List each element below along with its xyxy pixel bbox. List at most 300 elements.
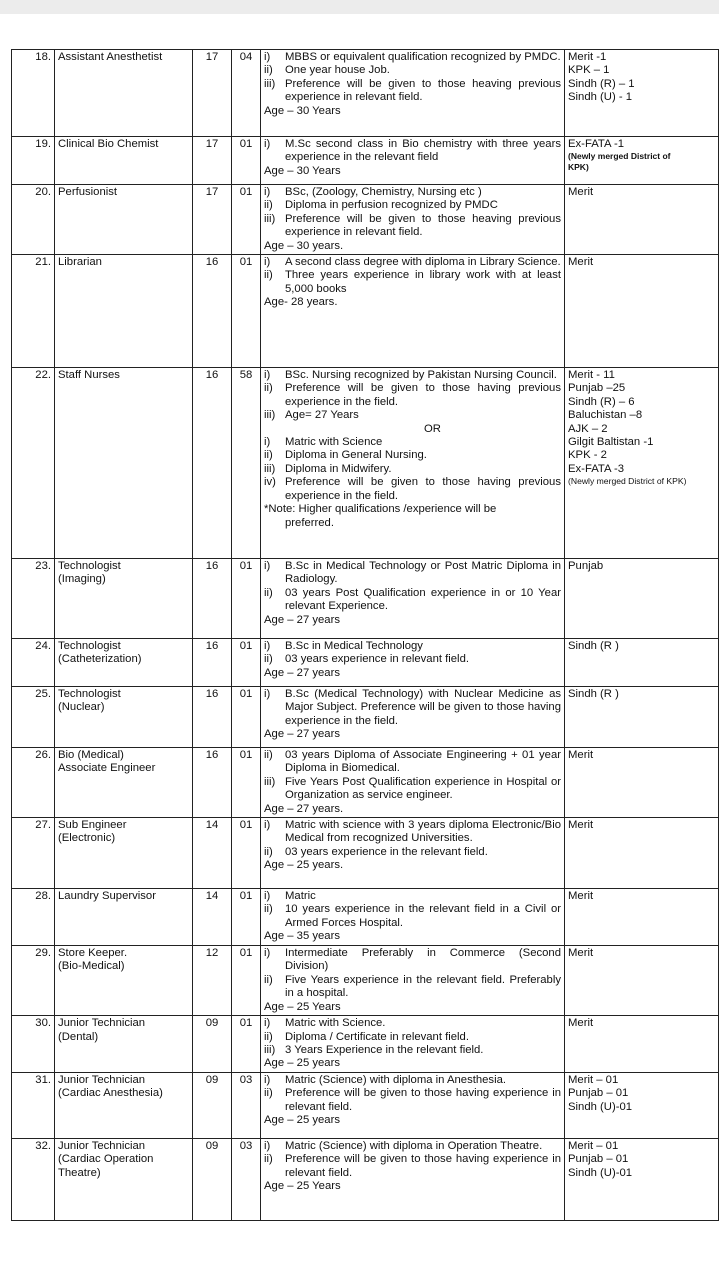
qualification-marker: i) <box>264 947 271 960</box>
qualification-marker: ii) <box>264 1087 273 1100</box>
post-name-line: Technologist <box>58 640 121 653</box>
number-of-posts <box>232 255 261 368</box>
qualification-line: Age – 25 Years <box>264 1000 341 1013</box>
qualification-text: B.Sc (Medical Technology) with Nuclear Medicine as Major Subject. Preference will be given to those having experience in the field. <box>285 688 561 727</box>
quota-allocation <box>565 1016 719 1073</box>
post-name <box>55 50 193 137</box>
bps-scale <box>193 748 232 818</box>
table-row <box>12 639 719 687</box>
quota-line: Sindh (U)-01 <box>568 1166 633 1179</box>
qualification-item <box>264 688 561 728</box>
qualification-marker: i) <box>264 138 271 150</box>
quota-allocation <box>565 946 719 1016</box>
serial-number <box>12 687 55 748</box>
post-name-line: (Nuclear) <box>58 701 105 714</box>
quota-allocation <box>565 185 719 255</box>
qualification-item <box>264 199 561 212</box>
bps-scale <box>193 368 232 559</box>
qualification-marker: i) <box>264 819 271 832</box>
quota-line: Merit <box>568 890 594 903</box>
number-of-posts-text: 01 <box>239 138 253 150</box>
serial-number <box>12 639 55 687</box>
quota-line: KPK – 1 <box>568 64 610 77</box>
bps-scale-text: 16 <box>205 688 219 701</box>
qualification-marker: ii) <box>264 749 273 762</box>
bps-scale <box>193 687 232 748</box>
serial-number-text: 26. <box>35 749 51 762</box>
quota-line: Merit <box>568 1017 594 1030</box>
number-of-posts-text: 01 <box>239 947 253 960</box>
post-name-line: Store Keeper. <box>58 947 128 960</box>
qualification-item <box>264 409 561 422</box>
qualification-text: M.Sc second class in Bio chemistry with three years experience in the relevant field <box>285 138 561 164</box>
table-row <box>12 889 719 946</box>
quota-line: Sindh (R ) <box>568 640 619 653</box>
qualification-marker: ii) <box>264 653 273 666</box>
post-name <box>55 946 193 1016</box>
quota-allocation <box>565 1072 719 1138</box>
qualification-marker: i) <box>264 890 271 903</box>
qualification-text: 3 Years Experience in the relevant field. <box>285 1043 484 1056</box>
qualification <box>261 559 565 639</box>
table-row <box>12 1138 719 1220</box>
table-row <box>12 50 719 137</box>
qualification-marker: iii) <box>264 409 276 422</box>
quota-allocation <box>565 889 719 946</box>
qualification-item <box>264 256 561 269</box>
serial-number <box>12 1072 55 1138</box>
qualification <box>261 255 565 368</box>
post-name <box>55 137 193 185</box>
serial-number <box>12 1138 55 1220</box>
post-name-line: Junior Technician <box>58 1139 146 1152</box>
post-name-line: Perfusionist <box>58 186 118 198</box>
quota-line: Baluchistan –8 <box>568 409 643 422</box>
quota-line: Sindh (R) – 1 <box>568 77 635 90</box>
number-of-posts <box>232 818 261 889</box>
qualification-marker: i) <box>264 688 271 701</box>
qualification <box>261 1138 565 1220</box>
post-name-line: (Bio-Medical) <box>58 960 125 973</box>
qualification-text: B.Sc in Medical Technology or Post Matric Diploma in Radiology. <box>285 560 561 586</box>
serial-number-text: 21. <box>35 256 51 269</box>
qualification-item <box>264 1087 561 1114</box>
qualification-line: Age – 27 years. <box>264 802 344 815</box>
quota-note: (Newly merged District of KPK) <box>568 476 687 487</box>
qualification-item <box>264 1044 561 1057</box>
qualification-text: Preference will be given to those heaving previous experience in relevant field. <box>285 212 561 239</box>
table-row <box>12 818 719 889</box>
qualification-marker: i) <box>264 51 271 63</box>
bps-scale <box>193 889 232 946</box>
qualification-item <box>264 560 561 587</box>
qualification-line: Age – 25 years. <box>264 859 344 872</box>
number-of-posts-text: 04 <box>239 51 253 63</box>
qualification-marker: i) <box>264 436 271 449</box>
bps-scale-text: 16 <box>205 256 219 269</box>
number-of-posts-text: 03 <box>239 1139 253 1152</box>
qualification-line: Age – 27 years <box>264 666 340 679</box>
post-name-line: Librarian <box>58 256 102 269</box>
qualification-text: BSc, (Zoology, Chemistry, Nursing etc ) <box>285 186 482 198</box>
post-name-line: Technologist <box>58 688 121 701</box>
number-of-posts <box>232 368 261 559</box>
bps-scale-text: 09 <box>205 1139 219 1152</box>
qualification <box>261 687 565 748</box>
quota-allocation <box>565 687 719 748</box>
serial-number <box>12 889 55 946</box>
qualification-marker: i) <box>264 640 271 653</box>
table-row <box>12 1072 719 1138</box>
quota-line: Punjab – 01 <box>568 1153 629 1166</box>
qualification-line: Age – 27 years <box>264 728 340 741</box>
number-of-posts <box>232 559 261 639</box>
quota-allocation <box>565 1138 719 1220</box>
serial-number-text: 25. <box>35 688 51 701</box>
post-name <box>55 1016 193 1073</box>
number-of-posts-text: 01 <box>239 186 253 198</box>
qualification <box>261 137 565 185</box>
table-row <box>12 687 719 748</box>
quota-line: Punjab –25 <box>568 382 626 395</box>
post-name-line: Clinical Bio Chemist <box>58 138 159 150</box>
serial-number <box>12 559 55 639</box>
qualification-line: Age – 30 Years <box>264 164 341 177</box>
serial-number <box>12 185 55 255</box>
qualification-marker: iv) <box>264 476 276 489</box>
qualification-text: Five Years experience in the relevant field. Preferably in a hospital. <box>285 973 561 1000</box>
quota-line: AJK – 2 <box>568 422 608 435</box>
quota-line: Sindh (U)-01 <box>568 1100 633 1113</box>
number-of-posts <box>232 1138 261 1220</box>
qualification-item <box>264 1074 561 1087</box>
table-row <box>12 368 719 559</box>
qualification <box>261 889 565 946</box>
post-name-line: Junior Technician <box>58 1073 146 1086</box>
table-row <box>12 1016 719 1073</box>
qualification-item <box>264 213 561 240</box>
bps-scale <box>193 50 232 137</box>
number-of-posts-text: 01 <box>239 560 253 573</box>
post-name <box>55 1072 193 1138</box>
table-row <box>12 255 719 368</box>
qualification-text: Matric with science with 3 years diploma Electronic/Bio Medical from recognized Universities. <box>285 819 561 845</box>
number-of-posts <box>232 889 261 946</box>
qualification-marker: ii) <box>264 903 273 916</box>
post-name <box>55 748 193 818</box>
post-name-line: Laundry Supervisor <box>58 890 156 903</box>
qualification <box>261 748 565 818</box>
number-of-posts-text: 01 <box>239 640 253 653</box>
qualification-text: Diploma in perfusion recognized by PMDC <box>285 199 498 212</box>
number-of-posts <box>232 185 261 255</box>
bps-scale-text: 16 <box>205 369 219 382</box>
qualification-text: 03 years Diploma of Associate Engineering + 01 year Diploma in Biomedical. <box>285 749 561 775</box>
post-name <box>55 559 193 639</box>
bps-scale <box>193 185 232 255</box>
post-name <box>55 185 193 255</box>
qualification <box>261 1072 565 1138</box>
qualification-line: Age – 25 Years <box>264 1179 341 1192</box>
qualification <box>261 185 565 255</box>
qualification-item <box>264 974 561 1001</box>
quota-line: Merit <box>568 947 594 960</box>
quota-allocation <box>565 748 719 818</box>
quota-allocation <box>565 50 719 137</box>
quota-line: Merit -1 <box>568 51 607 63</box>
post-name-line: (Cardiac Operation <box>58 1153 154 1166</box>
qualification-text: Matric (Science) with diploma in Operation Theatre. <box>285 1139 543 1152</box>
qualification <box>261 818 565 889</box>
post-name <box>55 255 193 368</box>
quota-allocation <box>565 368 719 559</box>
quota-allocation <box>565 255 719 368</box>
post-name-line: (Dental) <box>58 1030 99 1043</box>
bps-scale <box>193 818 232 889</box>
qualification-marker: ii) <box>264 64 273 77</box>
table-row <box>12 748 719 818</box>
qualification-item <box>264 476 561 503</box>
bps-scale-text: 16 <box>205 749 219 762</box>
number-of-posts-text: 01 <box>239 1017 253 1030</box>
qualification-or: OR <box>424 422 441 435</box>
post-name-line: Bio (Medical) <box>58 749 124 762</box>
quota-line: Merit – 01 <box>568 1139 619 1152</box>
bps-scale <box>193 255 232 368</box>
quota-line: Sindh (R ) <box>568 688 619 701</box>
qualification-item <box>264 138 561 165</box>
serial-number <box>12 748 55 818</box>
qualification-item <box>264 903 561 930</box>
qualification-text: Matric <box>285 890 316 903</box>
qualification-item <box>264 1017 561 1030</box>
qualification-item <box>264 64 561 77</box>
serial-number <box>12 818 55 889</box>
number-of-posts-text: 01 <box>239 819 253 832</box>
number-of-posts-text: 01 <box>239 688 253 701</box>
quota-line: Merit <box>568 256 594 269</box>
quota-line: Sindh (R) – 6 <box>568 395 635 408</box>
qualification-marker: iii) <box>264 462 276 475</box>
number-of-posts <box>232 1016 261 1073</box>
post-name-line: (Catheterization) <box>58 653 142 666</box>
qualification-text: Matric with Science. <box>285 1017 386 1030</box>
qualification-marker: iii) <box>264 775 276 788</box>
qualification-line: preferred. <box>285 516 334 529</box>
post-name-line: Sub Engineer <box>58 819 127 832</box>
qualification-text: MBBS or equivalent qualification recognized by PMDC. <box>285 51 561 63</box>
table-row <box>12 946 719 1016</box>
post-name <box>55 687 193 748</box>
quota-allocation <box>565 137 719 185</box>
qualification-item <box>264 846 561 859</box>
vacancy-table-body <box>12 50 719 1221</box>
qualification-line: Age – 25 years <box>264 1113 340 1126</box>
bps-scale-text: 16 <box>205 640 219 653</box>
qualification-text: Preference will be given to those having experience in relevant field. <box>285 1087 561 1113</box>
quota-line: KPK - 2 <box>568 449 607 462</box>
serial-number-text: 18. <box>35 51 51 63</box>
bps-scale-text: 16 <box>205 560 219 573</box>
qualification-item <box>264 436 561 449</box>
qualification-marker: ii) <box>264 199 273 212</box>
qualification-marker: iii) <box>264 77 276 90</box>
qualification-item <box>264 1153 561 1180</box>
serial-number-text: 31. <box>35 1073 51 1086</box>
qualification-marker: iii) <box>264 212 276 225</box>
post-name-line: (Imaging) <box>58 573 106 586</box>
number-of-posts-text: 03 <box>239 1073 253 1086</box>
serial-number-text: 27. <box>35 819 51 832</box>
qualification-item <box>264 78 561 105</box>
number-of-posts <box>232 639 261 687</box>
serial-number-text: 32. <box>35 1139 51 1152</box>
bps-scale <box>193 946 232 1016</box>
quota-line: Merit <box>568 819 594 832</box>
qualification-marker: i) <box>264 256 271 269</box>
quota-allocation <box>565 818 719 889</box>
qualification-item <box>264 587 561 614</box>
qualification-text: Five Years Post Qualification experience in Hospital or Organization as service engineer. <box>285 775 561 802</box>
qualification-text: One year house Job. <box>285 64 390 77</box>
qualification-line: Age – 30 years. <box>264 239 344 252</box>
serial-number-text: 20. <box>35 186 51 198</box>
qualification <box>261 946 565 1016</box>
serial-number-text: 29. <box>35 947 51 960</box>
qualification-marker: i) <box>264 560 271 573</box>
bps-scale <box>193 1016 232 1073</box>
number-of-posts-text: 58 <box>239 369 253 382</box>
qualification-item <box>264 947 561 974</box>
post-name-line: Assistant Anesthetist <box>58 51 163 63</box>
number-of-posts-text: 01 <box>239 256 253 269</box>
qualification-text: 03 years Post Qualification experience in or 10 Year relevant Experience. <box>285 586 561 613</box>
qualification-item <box>264 186 561 199</box>
qualification-marker: i) <box>264 1017 271 1030</box>
quota-note: KPK) <box>568 162 589 173</box>
number-of-posts <box>232 946 261 1016</box>
qualification-text: Matric (Science) with diploma in Anesthesia. <box>285 1073 507 1086</box>
qualification-item <box>264 449 561 462</box>
qualification <box>261 639 565 687</box>
qualification-line: Age- 28 years. <box>264 296 338 309</box>
number-of-posts-text: 01 <box>239 749 253 762</box>
qualification-marker: i) <box>264 186 271 198</box>
qualification-text: Age= 27 Years <box>285 409 359 422</box>
post-name <box>55 368 193 559</box>
post-name-line: Theatre) <box>58 1166 101 1179</box>
number-of-posts <box>232 748 261 818</box>
qualification-item <box>264 749 561 776</box>
qualification-text: Diploma in General Nursing. <box>285 449 427 462</box>
number-of-posts-text: 01 <box>239 890 253 903</box>
qualification-line: Age – 27 years <box>264 613 340 626</box>
qualification-text: 10 years experience in the relevant field in a Civil or Armed Forces Hospital. <box>285 903 561 929</box>
quota-line: Punjab – 01 <box>568 1087 629 1100</box>
qualification-marker: iii) <box>264 1043 276 1056</box>
top-bar <box>0 0 719 14</box>
qualification-text: Preference will be given to those having experience in relevant field. <box>285 1153 561 1179</box>
qualification-text: Preference will be given to those having previous experience in the field. <box>285 382 561 408</box>
qualification-text: BSc. Nursing recognized by Pakistan Nursing Council. <box>285 369 557 382</box>
serial-number <box>12 1016 55 1073</box>
qualification-marker: ii) <box>264 382 273 395</box>
qualification <box>261 50 565 137</box>
qualification-line: Age – 25 years <box>264 1057 340 1070</box>
quota-line: Ex-FATA -1 <box>568 138 625 150</box>
qualification-marker: ii) <box>264 1030 273 1043</box>
quota-line: Sindh (U) - 1 <box>568 91 633 104</box>
bps-scale-text: 09 <box>205 1017 219 1030</box>
qualification-item <box>264 819 561 846</box>
qualification-marker: ii) <box>264 269 273 282</box>
qualification-marker: ii) <box>264 449 273 462</box>
serial-number <box>12 946 55 1016</box>
post-name <box>55 1138 193 1220</box>
quota-allocation <box>565 559 719 639</box>
qualification-marker: i) <box>264 369 271 382</box>
quota-note: (Newly merged District of <box>568 151 671 162</box>
bps-scale <box>193 1138 232 1220</box>
qualification-text: Diploma in Midwifery. <box>285 462 392 475</box>
bps-scale-text: 17 <box>205 138 219 150</box>
qualification-marker: i) <box>264 1073 271 1086</box>
serial-number <box>12 50 55 137</box>
qualification-line: *Note: Higher qualifications /experience will be <box>264 503 497 516</box>
serial-number-text: 22. <box>35 369 51 382</box>
qualification-marker: ii) <box>264 973 273 986</box>
bps-scale <box>193 559 232 639</box>
bps-scale-text: 14 <box>205 819 219 832</box>
qualification-marker: ii) <box>264 1153 273 1166</box>
qualification-marker: ii) <box>264 586 273 599</box>
serial-number-text: 23. <box>35 560 51 573</box>
post-name-line: Associate Engineer <box>58 762 156 775</box>
qualification-item <box>264 463 561 476</box>
quota-line: Merit - 11 <box>568 369 615 382</box>
bps-scale <box>193 137 232 185</box>
quota-line: Merit <box>568 749 594 762</box>
qualification-text: Three years experience in library work with at least 5,000 books <box>285 269 561 295</box>
table-row <box>12 185 719 255</box>
serial-number-text: 28. <box>35 890 51 903</box>
serial-number-text: 30. <box>35 1017 51 1030</box>
qualification-text: 03 years experience in relevant field. <box>285 653 469 666</box>
quota-line: Merit – 01 <box>568 1073 619 1086</box>
table-row <box>12 137 719 185</box>
qualification-item <box>264 1140 561 1153</box>
serial-number <box>12 368 55 559</box>
qualification-item <box>264 640 561 653</box>
quota-line: Ex-FATA -3 <box>568 462 625 475</box>
qualification-text: Matric with Science <box>285 436 383 449</box>
bps-scale <box>193 639 232 687</box>
qualification-text: Diploma / Certificate in relevant field. <box>285 1030 469 1043</box>
number-of-posts <box>232 1072 261 1138</box>
vacancy-table <box>11 49 719 1221</box>
serial-number <box>12 137 55 185</box>
post-name-line: (Cardiac Anesthesia) <box>58 1087 163 1100</box>
post-name-line: Technologist <box>58 560 121 573</box>
serial-number-text: 19. <box>35 138 51 150</box>
qualification <box>261 1016 565 1073</box>
quota-line: Merit <box>568 186 594 198</box>
post-name-line: Staff Nurses <box>58 369 120 382</box>
qualification-line: Age – 30 Years <box>264 104 341 117</box>
qualification-line: Age – 35 years <box>264 930 340 943</box>
qualification-text: Preference will be given to those having previous experience in the field. <box>285 476 561 502</box>
post-name <box>55 639 193 687</box>
